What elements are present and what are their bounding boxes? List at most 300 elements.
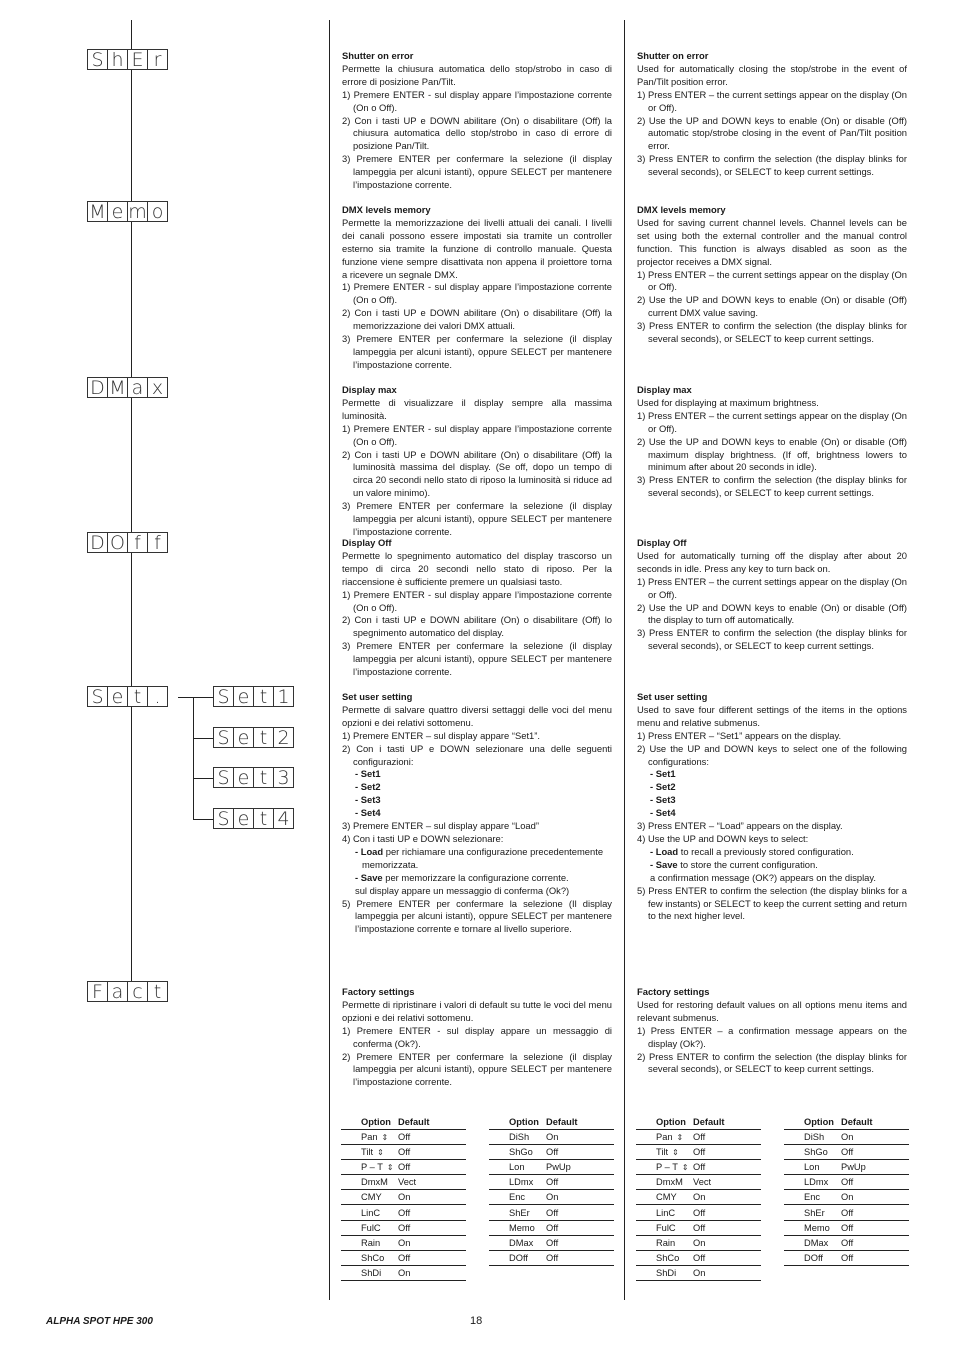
option-cell: [636, 1235, 693, 1250]
config-item: - Set4: [650, 807, 676, 819]
load-option: - Load to recall a previously stored configuration.: [650, 845, 854, 857]
section-intro: Permette di ripristinare i valori di default su tutte le voci del menu opzioni e dei relativi sottomenu.: [342, 998, 612, 1023]
option-cell: [341, 1145, 398, 1160]
step: 1) Premere ENTER - sul display appare l’impostazione corrente (On o Off).: [342, 422, 612, 447]
lcd-char: F: [87, 981, 108, 1002]
set-branch-line: [178, 697, 214, 698]
option-name: P – T: [656, 1162, 678, 1173]
step: 2) Use the UP and DOWN keys to enable (On) or disable (Off) current DMX value saving.: [637, 294, 907, 319]
set4-branch-line: [193, 819, 214, 820]
step: 1) Press ENTER – a confirmation message appears on the display (Ok?).: [637, 1024, 907, 1049]
lcd-char: t: [253, 686, 274, 707]
steps-list: [342, 1025, 612, 1090]
default-value: Off: [841, 1145, 909, 1160]
updown-arrow-icon: ⇕: [377, 1148, 384, 1158]
lcd-item-dmax: [87, 377, 167, 399]
step: 2) Con i tasti UP e DOWN abilitare (On) o disabilitare (Off) lo spegnimento automatico del display.: [342, 614, 612, 639]
default-value: On: [693, 1265, 761, 1280]
lcd-char: t: [253, 727, 274, 748]
section-title: DMX levels memory: [342, 204, 431, 215]
option-cell: [636, 1175, 693, 1190]
option-name: LinC: [361, 1207, 381, 1218]
default-value: Off: [546, 1175, 614, 1190]
option-cell: [784, 1235, 841, 1250]
lcd-char: t: [127, 686, 148, 707]
steps-list: [342, 423, 612, 539]
default-value: Off: [398, 1205, 466, 1220]
table-row: [636, 1145, 761, 1160]
lcd-char: M: [107, 377, 128, 398]
option-name: FulC: [656, 1222, 676, 1233]
step: 2) Premere ENTER per confermare la selezione (il display lampeggia per alcuni istanti), oppure SELECT per mantenere l’impostazione corrente.: [342, 1050, 612, 1088]
column-divider-2: [624, 20, 625, 1300]
section-sher-en: [637, 50, 907, 179]
lcd-item-fact: [87, 981, 167, 1003]
menu-tree-trunk: [131, 20, 132, 1000]
steps-list: [342, 589, 612, 679]
lcd-char: S: [87, 49, 108, 70]
lcd-char: S: [213, 686, 234, 707]
lcd-char: M: [87, 201, 108, 222]
section-doff-en: [637, 537, 907, 653]
section-intro: Used for saving current channel levels. Channel levels can be set using both the external controller and the manual control function. This function is always disabled as soon as the projector receives a DMX signal.: [637, 216, 907, 267]
table-row: [489, 1250, 614, 1265]
option-cell: [341, 1220, 398, 1235]
lcd-char: t: [147, 981, 168, 1002]
section-memo-it: [342, 204, 612, 372]
table-row: [636, 1190, 761, 1205]
step: 3) Premere ENTER – sul display appare “Load”: [342, 820, 539, 832]
lcd-char: x: [147, 377, 168, 398]
steps-list: [342, 730, 612, 769]
option-name: CMY: [361, 1192, 382, 1203]
lcd-char: f: [147, 532, 168, 553]
default-value: Off: [398, 1250, 466, 1265]
table-row: [636, 1175, 761, 1190]
option-name: Tilt: [656, 1147, 669, 1158]
lcd-item-memo: [87, 201, 167, 223]
lcd-item-set2: [213, 727, 293, 749]
lcd-char: f: [127, 532, 148, 553]
step: 2) Use the UP and DOWN keys to enable (On) or disable (Off) the display to turn off automatically.: [637, 601, 907, 626]
option-cell: [784, 1205, 841, 1220]
steps-list: [637, 576, 907, 653]
step: 3) Press ENTER to confirm the selection (the display blinks for several seconds), or SELECT to keep current settings.: [637, 627, 907, 652]
lcd-char: m: [128, 201, 147, 223]
default-value: Off: [693, 1220, 761, 1235]
config-item: - Set4: [355, 807, 381, 819]
option-name: Enc: [509, 1192, 526, 1203]
default-value: Off: [841, 1235, 909, 1250]
option-cell: [784, 1175, 841, 1190]
lcd-char: D: [87, 377, 108, 398]
updown-arrow-icon: ⇕: [381, 1133, 389, 1143]
step: 1) Premere ENTER - sul display appare un messaggio di conferma (Ok?).: [342, 1024, 612, 1049]
default-value: On: [546, 1190, 614, 1205]
step: 2) Con i tasti UP e DOWN abilitare (On) o disabilitare (Off) la chiusura automatica dello stop/strobo in caso di errore di posizione Pan/Tilt.: [342, 114, 612, 152]
section-intro: Permette la chiusura automatica dello stop/strobo in caso di errore di posizione Pan/Tilt.: [342, 62, 612, 87]
steps-list: [637, 885, 907, 924]
section-intro: Permette lo spegnimento automatico del display trascorso un tempo di circa 20 secondi nello stato di riposo. Per la riaccensione è sufficiente premere un qualsiasi tasto.: [342, 549, 612, 587]
defaults-table-en-right: [784, 1115, 909, 1266]
default-value: Vect: [398, 1175, 466, 1190]
section-title: Shutter on error: [342, 50, 414, 61]
option-cell: [784, 1145, 841, 1160]
option-cell: [341, 1265, 398, 1280]
step: 3) Press ENTER to confirm the selection (the display blinks for several seconds), or SELECT to keep current settings.: [637, 320, 907, 345]
section-intro: Permette di salvare quattro diversi settaggi delle voci del menu opzioni e dei relativi sottomenu.: [342, 703, 612, 728]
column-header-default: Default: [693, 1115, 761, 1130]
table-row: [341, 1250, 466, 1265]
option-name: Tilt: [361, 1147, 374, 1158]
column-header-option: Option: [341, 1115, 398, 1130]
option-cell: [489, 1130, 546, 1145]
steps-list: [342, 281, 612, 371]
section-intro: Used to save four different settings of the items in the options menu and relative submenus.: [637, 703, 907, 728]
option-name: Memo: [509, 1222, 535, 1233]
table-row: [784, 1130, 909, 1145]
option-cell: [489, 1190, 546, 1205]
option-name: Pan: [656, 1132, 673, 1143]
steps-list: [637, 1025, 907, 1077]
updown-arrow-icon: ⇕: [672, 1148, 679, 1158]
table-row: [341, 1205, 466, 1220]
default-value: Off: [841, 1205, 909, 1220]
default-value: On: [841, 1190, 909, 1205]
table-row: [636, 1250, 761, 1265]
section-memo-en: [637, 204, 907, 346]
lcd-char: 2: [273, 727, 294, 748]
defaults-table-it-left: [341, 1115, 466, 1281]
section-intro: Used for automatically turning off the display after about 20 seconds in idle. Press any key to turn back on.: [637, 549, 907, 574]
lcd-char: 3: [273, 767, 294, 788]
option-cell: [489, 1205, 546, 1220]
table-row: [489, 1205, 614, 1220]
lcd-char: h: [107, 49, 128, 70]
step: 5) Press ENTER to confirm the selection (the display blinks for a few instants) or SELECT to keep the current setting and return to the next higher level.: [637, 884, 907, 922]
option-cell: [784, 1250, 841, 1265]
table-row: [784, 1160, 909, 1175]
table-row: [489, 1130, 614, 1145]
lcd-char: S: [87, 686, 108, 707]
step: 1) Press ENTER – the current settings appear on the display (On or Off).: [637, 88, 907, 113]
table-row: [784, 1190, 909, 1205]
lcd-char: o: [147, 201, 168, 222]
steps-list: [342, 820, 612, 846]
set2-branch-line: [193, 738, 214, 739]
steps-list: [637, 730, 907, 769]
step: 3) Premere ENTER per confermare la selezione (il display lampeggia per alcuni istanti), oppure SELECT per mantenere l’impostazione corrente.: [342, 333, 612, 370]
section-title: Display Off: [637, 537, 687, 548]
lcd-char: e: [233, 767, 254, 788]
lcd-char: a: [127, 377, 148, 398]
section-title: Display max: [342, 384, 397, 395]
column-header-option: Option: [784, 1115, 841, 1130]
step: 2) Press ENTER to confirm the selection (the display blinks for several seconds), or SELECT to keep current settings.: [637, 1050, 907, 1075]
option-name: ShCo: [656, 1252, 680, 1263]
lcd-char: a: [107, 981, 128, 1002]
default-value: Off: [841, 1175, 909, 1190]
option-name: Lon: [804, 1162, 820, 1173]
config-list: [637, 768, 907, 820]
option-name: Rain: [656, 1237, 676, 1248]
default-value: Vect: [693, 1175, 761, 1190]
product-name: ALPHA SPOT HPE 300: [46, 1316, 153, 1327]
column-header-option: Option: [489, 1115, 546, 1130]
default-value: Off: [546, 1250, 614, 1265]
option-name: P – T: [361, 1162, 383, 1173]
option-cell: [784, 1220, 841, 1235]
section-title: Set user setting: [342, 691, 413, 702]
option-name: CMY: [656, 1192, 677, 1203]
lcd-item-set1: [213, 686, 293, 708]
option-name: DiSh: [509, 1132, 530, 1143]
table-row: [784, 1205, 909, 1220]
option-name: DOff: [509, 1252, 528, 1263]
table-row: [784, 1235, 909, 1250]
step: 1) Premere ENTER – sul display appare “Set1”.: [342, 729, 540, 741]
option-name: FulC: [361, 1222, 381, 1233]
option-name: ShDi: [656, 1267, 677, 1278]
step: 1) Premere ENTER - sul display appare l’impostazione corrente (On o Off).: [342, 588, 612, 613]
option-name: DMax: [804, 1237, 829, 1248]
option-name: DmxM: [361, 1177, 388, 1188]
save-option: - Save per memorizzare la configurazione corrente.: [355, 871, 569, 883]
lcd-item-sher: [87, 49, 167, 71]
config-list: [342, 768, 612, 820]
section-doff-it: [342, 537, 612, 679]
config-item: - Set3: [355, 794, 381, 806]
option-name: Rain: [361, 1237, 381, 1248]
table-row: [341, 1265, 466, 1280]
option-name: LDmx: [509, 1177, 534, 1188]
lcd-char: S: [213, 727, 234, 748]
section-title: Display max: [637, 384, 692, 395]
lcd-char: 4: [273, 808, 294, 829]
section-intro: Used for restoring default values on all options menu items and relevant submenus.: [637, 998, 907, 1023]
section-fact-it: [342, 986, 612, 1089]
lcd-char: e: [107, 686, 128, 707]
updown-arrow-icon: ⇕: [681, 1163, 689, 1173]
step: 2) Con i tasti UP e DOWN abilitare (On) o disabilitare (Off) la luminosità massima del display. (Se off, dopo un tempo di circa 20 secondi nello stato di riposo la luminosità si riduce ad un valore minimo).: [342, 448, 612, 499]
lcd-char: e: [233, 686, 254, 707]
default-value: On: [841, 1130, 909, 1145]
table-row: [341, 1220, 466, 1235]
table-row: [636, 1205, 761, 1220]
steps-list: [342, 898, 612, 937]
steps-list: [637, 269, 907, 346]
lcd-item-doff: [87, 532, 167, 554]
step: 1) Press ENTER – the current settings appear on the display (On or Off).: [637, 409, 907, 434]
default-value: Off: [841, 1250, 909, 1265]
default-value: On: [398, 1190, 466, 1205]
table-row: [341, 1190, 466, 1205]
column-header-default: Default: [398, 1115, 466, 1130]
default-value: Off: [398, 1220, 466, 1235]
option-cell: [636, 1220, 693, 1235]
default-value: On: [693, 1190, 761, 1205]
table-row: [784, 1175, 909, 1190]
table-row: [341, 1235, 466, 1250]
option-cell: [636, 1205, 693, 1220]
option-cell: [784, 1130, 841, 1145]
load-option: - Load per richiamare una configurazione precedentemente memorizzata.: [355, 845, 604, 870]
table-row: [489, 1220, 614, 1235]
table-row: [636, 1160, 761, 1175]
table-row: [489, 1235, 614, 1250]
option-name: ShGo: [509, 1147, 533, 1158]
section-intro: Permette la memorizzazione dei livelli attuali dei canali. I livelli dei canali possono essere impostati sia tramite un controller esterno sia tramite la funzione di controllo manuale. Questa funzione viene sempre disattivata non appena il proiettore torna a ricevere un segnale DMX.: [342, 216, 612, 280]
default-value: Off: [546, 1220, 614, 1235]
option-cell: [636, 1160, 693, 1175]
steps-list: [637, 89, 907, 179]
default-value: Off: [693, 1250, 761, 1265]
default-value: Off: [398, 1145, 466, 1160]
table-row: [341, 1175, 466, 1190]
default-value: PwUp: [841, 1160, 909, 1175]
lcd-char: e: [233, 808, 254, 829]
option-name: ShEr: [509, 1207, 530, 1218]
step: 2) Use the UP and DOWN keys to enable (On) or disable (Off) automatic stop/strobe closing in the event of Pan/Tilt position error.: [637, 114, 907, 152]
section-dmax-en: [637, 384, 907, 500]
table-row: [784, 1145, 909, 1160]
option-cell: [489, 1250, 546, 1265]
option-cell: [784, 1190, 841, 1205]
lcd-char: O: [107, 532, 128, 553]
table-row: [636, 1220, 761, 1235]
confirm-message: a confirmation message (OK?) appears on the display.: [650, 871, 876, 883]
step: 1) Press ENTER – “Set1” appears on the display.: [637, 729, 842, 741]
step: 3) Premere ENTER per confermare la selezione (il display lampeggia per alcuni istanti), oppure SELECT per mantenere l’impostazione corrente.: [342, 640, 612, 678]
section-intro: Used for displaying at maximum brightness.: [637, 396, 819, 408]
option-cell: [636, 1250, 693, 1265]
section-set-it: [342, 691, 612, 936]
default-value: Off: [546, 1145, 614, 1160]
option-cell: [341, 1250, 398, 1265]
option-cell: [341, 1175, 398, 1190]
option-name: DmxM: [656, 1177, 683, 1188]
default-value: Off: [693, 1130, 761, 1145]
option-cell: [341, 1130, 398, 1145]
step: 3) Press ENTER to confirm the selection (the display blinks for several seconds), or SELECT to keep current settings.: [637, 474, 907, 499]
section-fact-en: [637, 986, 907, 1076]
option-name: Enc: [804, 1192, 821, 1203]
steps-list: [342, 89, 612, 192]
option-cell: [636, 1265, 693, 1280]
lcd-char: r: [147, 49, 168, 70]
default-value: Off: [841, 1220, 909, 1235]
step: 2) Use the UP and DOWN keys to enable (On) or disable (Off) maximum display brightness. (If off, brightness lowers to minimum after about 20 seconds in idle).: [637, 435, 907, 473]
option-name: DiSh: [804, 1132, 825, 1143]
lcd-char: t: [253, 808, 274, 829]
step: 1) Premere ENTER - sul display appare l’impostazione corrente (On o Off).: [342, 88, 612, 113]
option-cell: [636, 1130, 693, 1145]
lcd-item-set4: [213, 808, 293, 830]
default-value: Off: [693, 1205, 761, 1220]
step: 4) Con i tasti UP e DOWN selezionare:: [342, 832, 504, 844]
option-cell: [489, 1235, 546, 1250]
lcd-char: 1: [273, 686, 294, 707]
lcd-char: .: [147, 686, 168, 707]
default-value: Off: [693, 1145, 761, 1160]
default-value: Off: [693, 1160, 761, 1175]
default-value: PwUp: [546, 1160, 614, 1175]
option-cell: [784, 1160, 841, 1175]
step: 5) Premere ENTER per confermare la selezione (Il display lampeggia per alcuni istanti), oppure SELECT per mantenere l’impostazione corrente e tornare al livello superiore.: [342, 897, 612, 935]
column-header-default: Default: [546, 1115, 614, 1130]
config-item: - Set1: [355, 768, 381, 780]
column-header-option: Option: [636, 1115, 693, 1130]
table-row: [636, 1265, 761, 1280]
lcd-char: c: [127, 981, 148, 1002]
column-divider-1: [329, 20, 330, 1300]
step: 3) Premere ENTER per confermare la selezione (il display lampeggia per alcuni istanti), oppure SELECT per mantenere l’impostazione corrente.: [342, 500, 612, 537]
option-name: LDmx: [804, 1177, 829, 1188]
step: 2) Use the UP and DOWN keys to select one of the following configurations:: [637, 742, 907, 767]
steps-list: [637, 410, 907, 500]
table-row: [489, 1145, 614, 1160]
section-title: Display Off: [342, 537, 392, 548]
lcd-char: S: [213, 808, 234, 829]
option-cell: [489, 1160, 546, 1175]
save-option: - Save to store the current configuration.: [650, 858, 818, 870]
table-row: [636, 1130, 761, 1145]
option-cell: [341, 1160, 398, 1175]
table-row: [489, 1160, 614, 1175]
option-name: Lon: [509, 1162, 525, 1173]
lcd-char: S: [213, 767, 234, 788]
config-item: - Set2: [355, 781, 381, 793]
lcd-item-set: [87, 686, 167, 708]
default-value: On: [546, 1130, 614, 1145]
section-dmax-it: [342, 384, 612, 539]
column-header-default: Default: [841, 1115, 909, 1130]
option-cell: [489, 1145, 546, 1160]
section-title: Factory settings: [637, 986, 710, 997]
option-cell: [341, 1205, 398, 1220]
set3-branch-line: [193, 778, 214, 779]
step: 2) Con i tasti UP e DOWN selezionare una delle seguenti configurazioni:: [342, 742, 612, 767]
section-title: DMX levels memory: [637, 204, 726, 215]
config-item: - Set1: [650, 768, 676, 780]
table-row: [489, 1190, 614, 1205]
default-value: On: [693, 1235, 761, 1250]
option-name: ShEr: [804, 1207, 825, 1218]
default-value: Off: [398, 1130, 466, 1145]
section-intro: Used for automatically closing the stop/strobe in the event of Pan/Tilt position error.: [637, 62, 907, 87]
option-name: LinC: [656, 1207, 676, 1218]
option-name: ShCo: [361, 1252, 385, 1263]
default-value: Off: [546, 1205, 614, 1220]
table-row: [636, 1235, 761, 1250]
section-title: Set user setting: [637, 691, 708, 702]
option-cell: [341, 1190, 398, 1205]
table-row: [341, 1145, 466, 1160]
step: 3) Press ENTER to confirm the selection (the display blinks for several seconds), or SELECT to keep current settings.: [637, 153, 907, 178]
step: 3) Press ENTER – “Load” appears on the display.: [637, 820, 843, 832]
step: 1) Premere ENTER - sul display appare l’impostazione corrente (On o Off).: [342, 281, 612, 306]
option-name: Memo: [804, 1222, 830, 1233]
section-set-en: [637, 691, 907, 923]
step: 3) Premere ENTER per confermare la selezione (il display lampeggia per alcuni istanti), oppure SELECT per mantenere l’impostazione corrente.: [342, 153, 612, 191]
option-cell: [636, 1190, 693, 1205]
default-value: On: [398, 1235, 466, 1250]
section-intro: Permette di visualizzare il display sempre alla massima luminosità.: [342, 396, 612, 421]
table-row: [341, 1160, 466, 1175]
option-name: DMax: [509, 1237, 534, 1248]
page-number: 18: [470, 1315, 483, 1327]
default-value: On: [398, 1265, 466, 1280]
